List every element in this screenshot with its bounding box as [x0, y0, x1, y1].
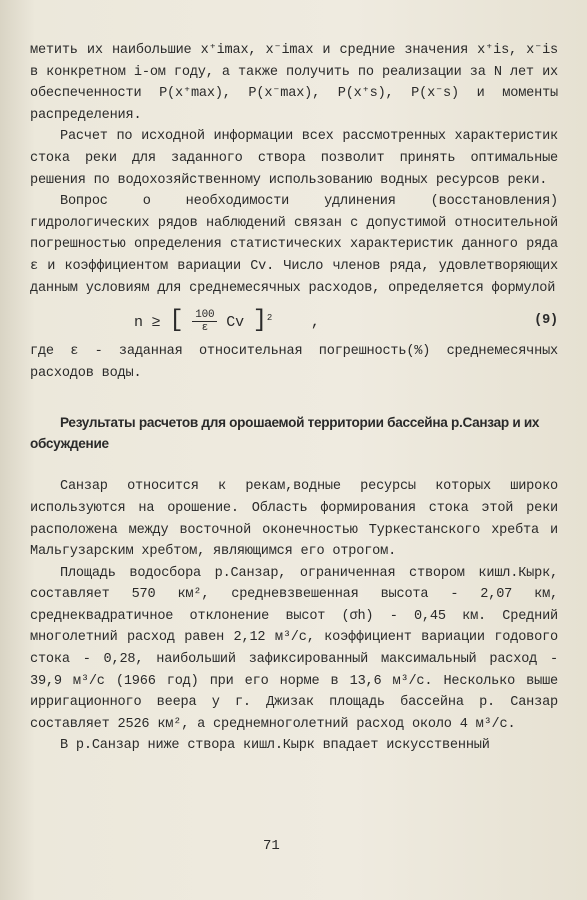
section-heading: Результаты расчетов для орошаемой территории бассейна р.Санзар и их обсуждение — [30, 415, 540, 452]
formula-9 — [30, 301, 558, 341]
formula-fraction: $\frac{100}{\varepsilon}$ — [192, 309, 217, 334]
paragraph-sanzar-basin: Площадь водосбора р.Санзар, ограниченная створом кишл.Кырк, составляет 570 км², средневзвешенная высота - 2,07 км, среднеквадратичное отклонение высот (σh) - 0,45 км. Средний многолетний расход равен 2,12 м³/с, коэффициент вариации годового стока - 0,28, наибольший зафиксированный максимальный расход - 39,9 м³/с (1966 год) при его норме в 13,6 м³/с. Несколько выше ирригационного веера у г. Джизак площадь бассейна р. Санзар составляет 2526 км², а среднемноголетний расход около 4 м³/с. — [30, 565, 558, 732]
formula-expression: n ≥ [ $\frac{100}{\varepsilon}$ Cv ]$^2$ , — [134, 306, 320, 335]
paragraph-where: где ε - заданная относительная погрешность(%) среднемесячных расходов воды. — [30, 344, 558, 381]
page-number: 71 — [263, 838, 280, 854]
body-text — [30, 40, 558, 757]
formula-label: (9) — [534, 313, 558, 329]
paragraph-calculation: Расчет по исходной информации всех рассмотренных характеристик стока реки для заданного створа позволит принять оптимальные решения по водохозяйственному использованию водных ресурсов реки. — [30, 129, 558, 188]
paragraph-continuation: метить их наибольшие x⁺imax, x⁻imax и средние значения x⁺is, x⁻is в конкретном i-ом году, а также получить по реализации за N лет их обеспеченности P(x⁺max), P(x⁻max), P(x⁺s), P(x⁻s) и моменты распределения. — [30, 43, 558, 123]
paragraph-sanzar-intro: Санзар относится к рекам,водные ресурсы которых широко используются на орошение. Область формирования стока этой реки расположена между восточной оконечностью Туркестанского хребта и Мальгузарским хребтом, являющимся его отрогом. — [30, 479, 558, 560]
paragraph-sanzar-canal: В р.Санзар ниже створа кишл.Кырк впадает искусственный — [60, 738, 490, 754]
paragraph-series-extension: Вопрос о необходимости удлинения (восстановления) гидрологических рядов наблюдений связан с допустимой относительной погрешностью определения статистических характеристик данного ряда ε и коэффициентом вариации Cv. Число членов ряда, удовлетворяющих данным условиям для среднемесячных расходов, определяется формулой — [30, 194, 558, 296]
